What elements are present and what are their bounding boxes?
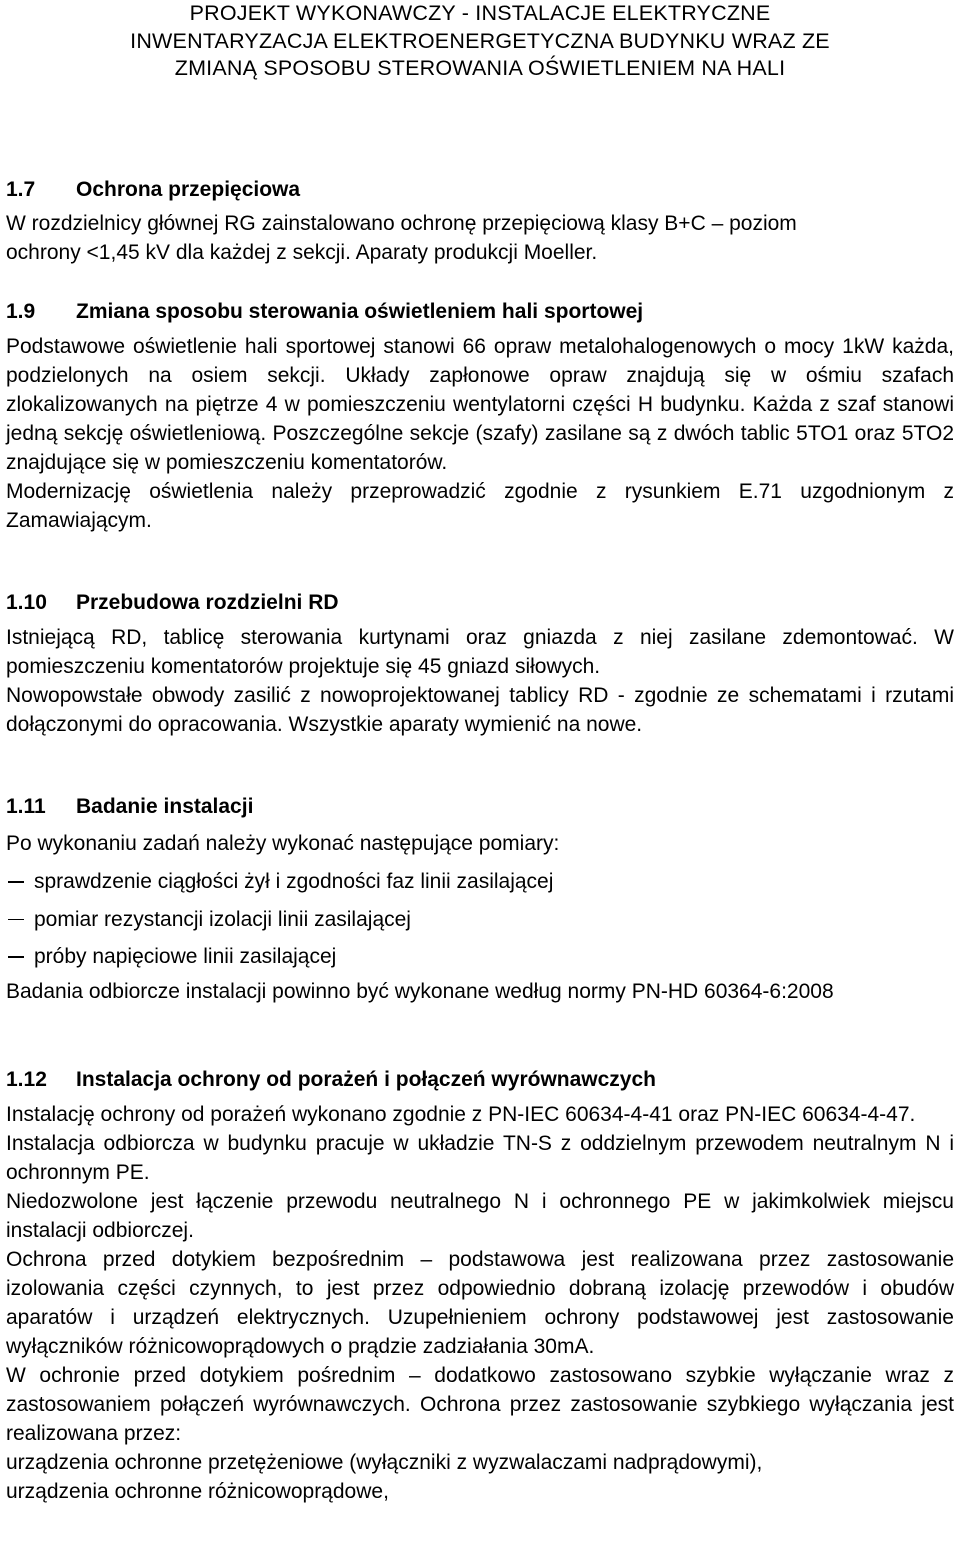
section-heading <box>6 588 954 617</box>
section-title: Zmiana sposobu sterowania oświetleniem hali sportowej <box>76 300 644 323</box>
section-1-11 <box>6 792 954 1006</box>
section-number: 1.7 <box>6 178 36 201</box>
section-title: Badanie instalacji <box>76 795 254 818</box>
list-item <box>6 938 954 976</box>
paragraph: Ochrona przed dotykiem bezpośrednim – podstawowa jest realizowana przez zastosowanie izolowania części czynnych, to jest przez odpowiednio dobraną izolację przewodów i obudów aparatów i urządzeń elektrycznych. Uzupełnieniem ochrony podstawowej jest zastosowanie wyłączników różnicowoprądowych o prądzie zadziałania 30mA. <box>6 1248 954 1358</box>
section-1-12 <box>6 1065 954 1506</box>
header-line-2: INWENTARYZACJA ELEKTROENERGETYCZNA BUDYNKU WRAZ ZE <box>130 28 830 53</box>
paragraph: Nowopowstałe obwody zasilić z nowoprojektowanej tablicy RD - zgodnie ze schematami i rzutami dołączonymi do opracowania. Wszystkie aparaty wymienić na nowe. <box>6 684 954 736</box>
section-heading <box>6 175 954 204</box>
paragraph: Niedozwolone jest łączenie przewodu neutralnego N i ochronnego PE w jakimkolwiek miejscu instalacji odbiorczej. <box>6 1190 954 1242</box>
section-number: 1.10 <box>6 591 47 614</box>
paragraph: Badania odbiorcze instalacji powinno być wykonane według normy PN-HD 60364-6:2008 <box>6 979 834 1003</box>
paragraph: W ochronie przed dotykiem pośrednim – dodatkowo zastosowano szybkie wyłączanie wraz z zastosowaniem połączeń wyrównawczych. Ochrona przez zastosowanie szybkiego wyłączania jest realizowana przez: <box>6 1364 954 1445</box>
paragraph-line: urządzenia ochronne przetężeniowe (wyłączniki z wyzwalaczami nadprądowymi), <box>6 1451 763 1474</box>
section-title: Instalacja ochrony od porażeń i połączeń wyrównawczych <box>76 1068 656 1091</box>
list-item-text: pomiar rezystancji izolacji linii zasilającej <box>34 907 411 931</box>
section-1-9 <box>6 297 954 535</box>
paragraph-line: urządzenia ochronne różnicowoprądowe, <box>6 1480 389 1503</box>
section-heading <box>6 297 954 326</box>
section-number: 1.11 <box>6 795 46 818</box>
paragraph-line: W rozdzielnicy głównej RG zainstalowano ochronę przepięciową klasy B+C – poziom <box>6 212 797 235</box>
list-item-text: sprawdzenie ciągłości żył i zgodności faz linii zasilającej <box>34 870 554 893</box>
paragraph-line: Po wykonaniu zadań należy wykonać następujące pomiary: <box>6 832 560 855</box>
paragraph-line: ochrony <1,45 kV dla każdej z sekcji. Aparaty produkcji Moeller. <box>6 241 598 264</box>
dash-bullet-icon <box>8 919 24 921</box>
section-heading <box>6 792 954 821</box>
section-title: Przebudowa rozdzielni RD <box>76 591 339 614</box>
section-title: Ochrona przepięciowa <box>76 178 301 201</box>
paragraph: Modernizację oświetlenia należy przeprowadzić zgodnie z rysunkiem E.71 uzgodnionym z Zamawiającym. <box>6 480 954 532</box>
section-1-7 <box>6 175 954 267</box>
paragraph: Podstawowe oświetlenie hali sportowej stanowi 66 opraw metalohalogenowych o mocy 1kW każda, podzielonych na osiem sekcji. Układy zapłonowe opraw znajdują się w ośmiu szafach zlokalizowanych na piętrze 4 w pomieszczeniu wentylatorni części H budynku. Każda z szaf stanowi jedną sekcję oświetleniową. Poszczególne sekcje (szafy) zasilane są z dwóch tablic 5TO1 oraz 5TO2 znajdujące się w pomieszczeniu komentatorów. <box>6 335 954 474</box>
dash-bullet-icon <box>8 956 24 958</box>
section-number: 1.12 <box>6 1068 47 1091</box>
list-item <box>6 901 954 939</box>
paragraph: Instalacja odbiorcza w budynku pracuje w układzie TN-S z oddzielnym przewodem neutralnym N i ochronnym PE. <box>6 1132 954 1184</box>
paragraph: Instalację ochrony od porażeń wykonano zgodnie z PN-IEC 60634-4-41 oraz PN-IEC 60634-4-47. <box>6 1103 916 1126</box>
document-header <box>0 0 960 83</box>
list-item-text: próby napięciowe linii zasilającej <box>34 945 337 968</box>
list-item <box>6 863 954 901</box>
section-number: 1.9 <box>6 300 36 323</box>
section-1-10 <box>6 588 954 739</box>
header-line-3: ZMIANĄ SPOSOBU STEROWANIA OŚWIETLENIEM NA HALI <box>174 56 786 80</box>
paragraph: Istniejącą RD, tablicę sterowania kurtynami oraz gniazda z niej zasilane zdemontować. W pomieszczeniu komentatorów projektuje się 45 gniazd siłowych. <box>6 626 954 678</box>
dash-bullet-icon <box>8 881 24 883</box>
section-heading <box>6 1065 954 1094</box>
header-line-1: PROJEKT WYKONAWCZY - INSTALACJE ELEKTRYCZNE <box>189 1 771 25</box>
measurement-list <box>6 863 954 976</box>
